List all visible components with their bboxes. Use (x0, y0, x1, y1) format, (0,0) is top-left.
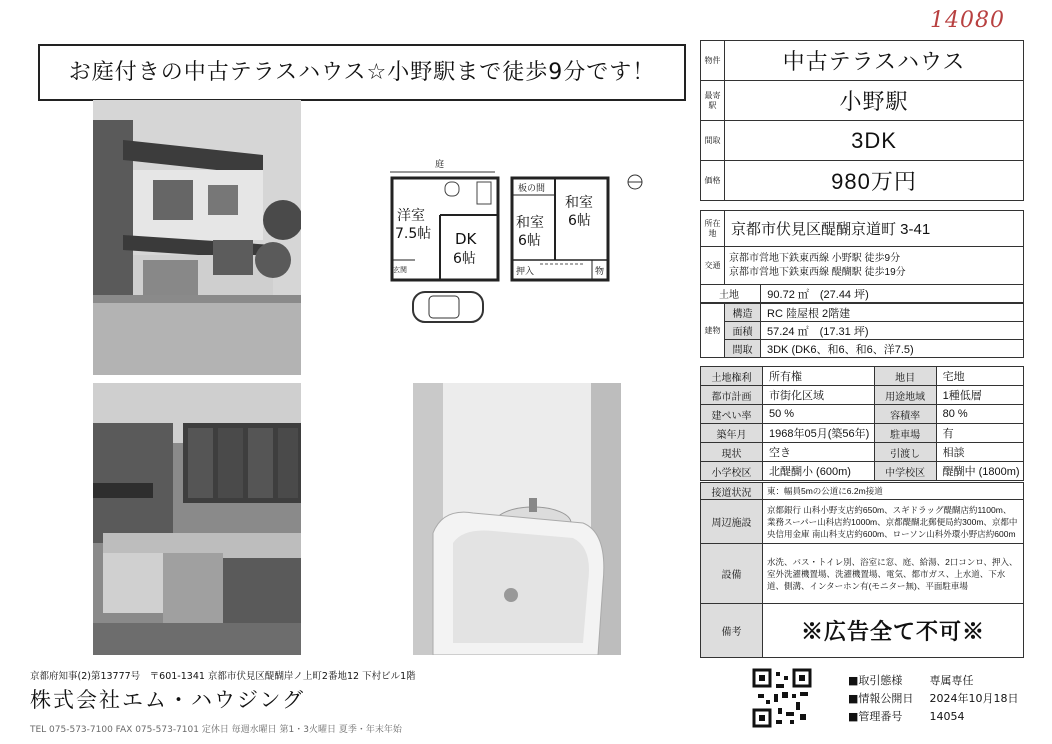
building-label: 建物 (701, 304, 725, 358)
area-value: 57.24 ㎡ (17.31 坪) (761, 322, 1024, 340)
license-address: 京都府知事(2)第13777号 〒601-1341 京都市伏見区醍醐岸ノ上町2番地12 下村ビル1階 (30, 671, 416, 682)
detail-label: 駐車場 (874, 424, 936, 443)
road-label: 接道状況 (701, 483, 763, 500)
detail-label: 地目 (874, 367, 936, 386)
station-label: 最寄駅 (701, 81, 725, 121)
details-row (701, 386, 1024, 405)
dk-size: 6帖 (453, 251, 476, 267)
detail-label: 中学校区 (874, 462, 936, 481)
detail-value: 宅地 (936, 367, 1023, 386)
published-row: ■情報公開日 2024年10月18日 (848, 692, 1019, 705)
road-value: 東：幅員5mの公道に6.2m接道 (763, 483, 1024, 500)
detail-label: 都市計画 (701, 386, 763, 405)
floor-plan (385, 160, 645, 330)
land-value: 90.72 ㎡ (27.44 坪) (761, 285, 1024, 303)
structure-value: RC 陸屋根 2階建 (761, 304, 1024, 322)
contact-line: TEL 075-573-7100 FAX 075-573-7101 定休日 毎週水曜日 第1・3火曜日 夏季・年末年始 (30, 725, 402, 735)
remarks-label: 備考 (701, 604, 763, 658)
address-label: 所在地 (701, 211, 725, 247)
published-label: 情報公開日 (858, 692, 914, 705)
address-value: 京都市伏見区醍醐京道町 3-41 (725, 211, 1024, 247)
entrance-label: 玄関 (393, 266, 407, 274)
published-value: 2024年10月18日 (929, 692, 1019, 705)
headline-banner: お庭付きの中古テラスハウス☆小野駅まで徒歩9分です！ (38, 44, 686, 101)
dk-label: DK (455, 230, 477, 248)
qr-code-icon (752, 668, 812, 728)
detail-label: 引渡し (874, 443, 936, 462)
details-row (701, 405, 1024, 424)
building-layout-label: 間取 (725, 340, 761, 358)
detail-label: 土地権利 (701, 367, 763, 386)
details-table (700, 366, 1024, 481)
nearby-label: 周辺施設 (701, 500, 763, 544)
equipment-label: 設備 (701, 544, 763, 604)
structure-label: 構造 (725, 304, 761, 322)
id-label: 管理番号 (858, 710, 903, 723)
building-layout-value: 3DK (DK6、和6、和6、洋7.5) (761, 340, 1024, 358)
transport-label: 交通 (701, 247, 725, 285)
land-label: 土地 (701, 285, 761, 303)
building-table (700, 303, 1024, 358)
detail-label: 容積率 (874, 405, 936, 424)
japanese-room-2-label: 和室 (565, 195, 593, 211)
detail-label: 築年月 (701, 424, 763, 443)
layout-label: 間取 (701, 121, 725, 161)
kitchen-photo (93, 383, 301, 655)
nearby-value: 京都銀行 山科小野支店約650m、スギドラッグ醍醐店約1100m、業務スーパー山科店約1000m、京都醍醐北郵便局約300m、京都中央信用金庫 南山科支店約600m、ローソン山科外環小野店約600m (763, 500, 1024, 544)
type-label: 物件 (701, 41, 725, 81)
deal-type-label: 取引態様 (858, 674, 903, 687)
extra-info-table (700, 482, 1024, 658)
garden-label: 庭 (435, 160, 445, 170)
remarks-value: ※広告全て不可※ (763, 604, 1024, 658)
deal-type-value: 専属専任 (929, 674, 974, 687)
area-label: 面積 (725, 322, 761, 340)
detail-value: 相談 (936, 443, 1023, 462)
detail-value: 1968年05月(築56年) (763, 424, 875, 443)
detail-label: 小学校区 (701, 462, 763, 481)
bathroom-photo (413, 383, 621, 655)
exterior-photo (93, 100, 301, 375)
detail-value: 北醍醐小 (600m) (763, 462, 875, 481)
layout-value: 3DK (725, 121, 1024, 161)
japanese-room-1-size: 6帖 (518, 233, 541, 249)
details-row (701, 462, 1024, 481)
detail-label: 建ぺい率 (701, 405, 763, 424)
detail-value: 50 % (763, 405, 875, 424)
property-type: 中古テラスハウス (725, 41, 1024, 81)
details-row (701, 443, 1024, 462)
nearest-station: 小野駅 (725, 81, 1024, 121)
japanese-room-1-label: 和室 (516, 215, 544, 231)
deal-type-row: ■取引態様 専属専任 (848, 674, 974, 687)
detail-value: 醍醐中 (1800m) (936, 462, 1023, 481)
detail-value: 1種低層 (936, 386, 1023, 405)
equipment-value: 水洗、バス・トイレ別、浴室に窓、庭、給湯、2口コンロ、押入、室外洗濯機置場、洗濯機置場、電気、都市ガス、上水道、下水道、側溝、インターホン有(モニター無)、平面駐車場 (763, 544, 1024, 604)
details-row (701, 424, 1024, 443)
id-row: ■管理番号 14054 (848, 710, 965, 723)
closet-label: 押入 (516, 267, 535, 277)
detail-value: 所有権 (763, 367, 875, 386)
handwritten-number: 14080 (930, 8, 1005, 33)
summary-table (700, 40, 1024, 201)
detail-value: 80 % (936, 405, 1023, 424)
detail-value: 市街化区域 (763, 386, 875, 405)
western-room-label: 洋室 (397, 208, 425, 224)
price-value: 980万円 (725, 161, 1024, 201)
detail-value: 有 (936, 424, 1023, 443)
storage-label: 物 (595, 267, 605, 277)
detail-label: 用途地域 (874, 386, 936, 405)
western-room-size: 7.5帖 (395, 226, 432, 242)
detail-value: 空き (763, 443, 875, 462)
transport-line-2: 京都市営地下鉄東西線 醍醐駅 徒歩19分 (729, 266, 906, 278)
japanese-room-2-size: 6帖 (568, 213, 591, 229)
property-info-table (700, 210, 1024, 303)
id-value: 14054 (929, 710, 965, 723)
detail-label: 現状 (701, 443, 763, 462)
transport-line-1: 京都市営地下鉄東西線 小野駅 徒歩9分 (729, 252, 901, 264)
details-row (701, 367, 1024, 386)
price-label: 価格 (701, 161, 725, 201)
company-name: 株式会社エム・ハウジング (30, 688, 306, 712)
wood-floor-label: 板の間 (518, 184, 546, 194)
